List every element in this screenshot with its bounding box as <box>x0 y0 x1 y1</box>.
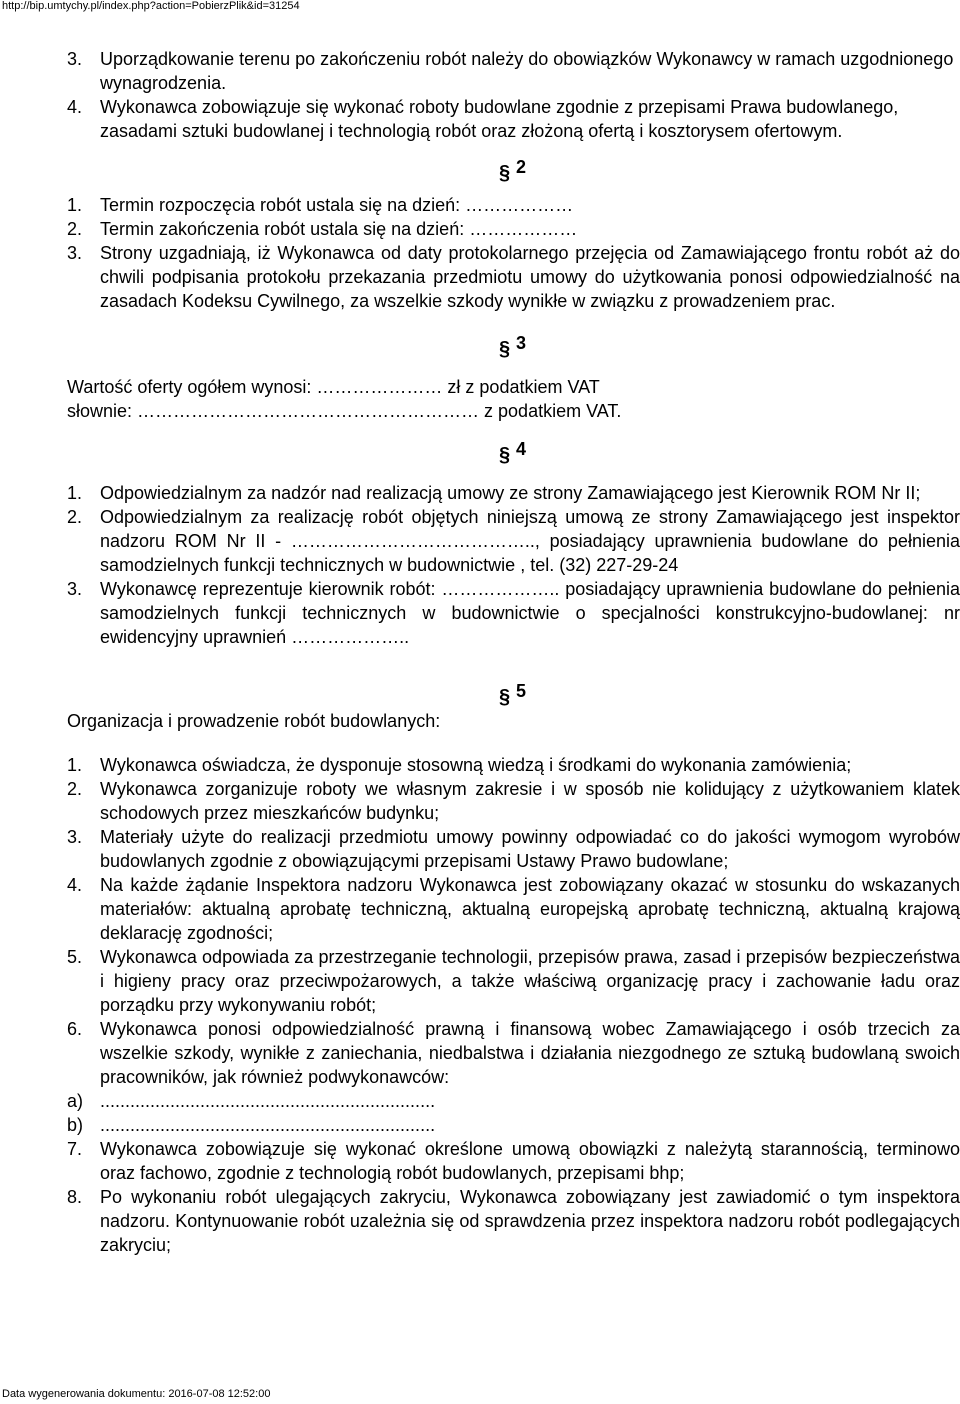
item-text: Materiały użyte do realizacji przedmiotu umowy powinny odpowiadać co do jakości wymogom wyrobów budowlanych zgodnie z obowiązującymi przepisami Ustawy Prawo budowlane; <box>100 827 960 871</box>
item-number: 5. <box>67 947 83 967</box>
section-heading <box>67 331 960 375</box>
item-number: 1. <box>67 755 83 775</box>
section-number: 4 <box>516 439 527 459</box>
section-title: Organizacja i prowadzenie robót budowlanych: <box>67 711 441 731</box>
item-number: 7. <box>67 1139 83 1159</box>
document-body <box>67 47 960 1257</box>
item-number: b) <box>67 1115 84 1135</box>
item-text: Odpowiedzialnym za nadzór nad realizacją umowy ze strony Zamawiającego jest Kierownik ROM Nr II; <box>100 483 921 503</box>
item-text: Termin rozpoczęcia robót ustala się na dzień: ……………… <box>100 195 574 215</box>
item-text: Uporządkowanie terenu po zakończeniu robót należy do obowiązków Wykonawcy w ramach uzgodnionego wynagrodzenia. <box>100 49 954 93</box>
item-number: 1. <box>67 195 83 215</box>
paragraph-symbol: § <box>499 686 511 708</box>
item-text: ................................................................... <box>100 1115 436 1135</box>
section-number: 2 <box>516 157 527 177</box>
paragraph-symbol: § <box>499 162 511 184</box>
item-number: a) <box>67 1091 84 1111</box>
generation-date: Data wygenerowania dokumentu: 2016-07-08 12:52:00 <box>2 1388 271 1400</box>
item-number: 4. <box>67 875 83 895</box>
item-text: Po wykonaniu robót ulegających zakryciu, Wykonawca zobowiązany jest zawiadomić o tym inspektora nadzoru. Kontynuowanie robót uzależnia się od sprawdzenia przez inspektora nadzoru robót podlegających zakryciu; <box>100 1187 960 1255</box>
item-number: 6. <box>67 1019 83 1039</box>
item-number: 3. <box>67 827 83 847</box>
source-url: http://bip.umtychy.pl/index.php?action=PobierzPlik&id=31254 <box>2 0 300 12</box>
list-item <box>67 945 960 1017</box>
list-item <box>67 1089 960 1113</box>
list-item <box>67 825 960 873</box>
list-item <box>67 1113 960 1137</box>
list-item <box>67 217 960 241</box>
section-number: 5 <box>516 681 527 701</box>
item-text: Wykonawcę reprezentuje kierownik robót: ……………….. posiadający uprawnienia budowlane do pełnienia samodzielnych funkcji technicznych w budownictwie o specjalności konstrukcyjno-budowlanej: nr ewidencyjny uprawnień ……………….. <box>100 579 960 647</box>
item-number: 8. <box>67 1187 83 1207</box>
item-text: Strony uzgadniają, iż Wykonawca od daty protokolarnego przejęcia od Zamawiającego frontu robót aż do chwili podpisania protokołu przekazania przedmiotu umowy do użytkowania ponosi odpowiedzialność na zasadach Kodeksu Cywilnego, za wszelkie szkody wynikłe w związku z prowadzeniem prac. <box>100 243 960 311</box>
item-text: Na każde żądanie Inspektora nadzoru Wykonawca jest zobowiązany okazać w stosunku do wskazanych materiałów: aktualną aprobatę techniczną, aktualną europejską aprobatę techniczną, aktualną krajową deklarację zgodności; <box>100 875 960 943</box>
item-number: 3. <box>67 49 83 69</box>
item-text: Odpowiedzialnym za realizację robót objętych niniejszą umową ze strony Zamawiającego jest inspektor nadzoru ROM Nr II - ………………………………….., posiadający uprawnienia budowlane do pełnienia samodzielnych funkcji technicznych w budownictwie , tel. (32) 227-29-24 <box>100 507 960 575</box>
offer-value-line: Wartość oferty ogółem wynosi: ………………… zł z podatkiem VAT <box>67 377 600 397</box>
list-item <box>67 95 960 143</box>
item-number: 3. <box>67 579 83 599</box>
paragraph-symbol: § <box>499 444 511 466</box>
item-number: 1. <box>67 483 83 503</box>
list-item <box>67 1017 960 1089</box>
offer-words-line: słownie: ………………………………………………… z podatkiem VAT. <box>67 401 622 421</box>
list-item <box>67 777 960 825</box>
item-number: 4. <box>67 97 83 117</box>
section-number: 3 <box>516 333 527 353</box>
list-item <box>67 47 960 95</box>
item-text: Wykonawca ponosi odpowiedzialność prawną i finansową wobec Zamawiającego i osób trzecich za wszelkie szkody, wynikłe z zaniechania, niedbalstwa i działania niezgodnego ze sztuką budowlaną swoich pracowników, jak również podwykonawców: <box>100 1019 960 1087</box>
list-item <box>67 873 960 945</box>
item-number: 3. <box>67 243 83 263</box>
section-heading <box>67 155 960 193</box>
item-number: 2. <box>67 507 83 527</box>
section-heading <box>67 679 960 709</box>
item-number: 2. <box>67 779 83 799</box>
list-item <box>67 193 960 217</box>
item-text: Wykonawca zobowiązuje się wykonać roboty budowlane zgodnie z przepisami Prawa budowlanego, zasadami sztuki budowlanej i technologią robót oraz złożoną ofertą i kosztorysem ofertowym. <box>100 97 899 141</box>
item-text: Wykonawca odpowiada za przestrzeganie technologii, przepisów prawa, zasad i przepisów bezpieczeństwa i higieny pracy oraz przeciwpożarowych, a także właściwą organizację pracy i zachowanie ładu oraz porządku przy wykonywaniu robót; <box>100 947 960 1015</box>
item-text: Wykonawca oświadcza, że dysponuje stosowną wiedzą i środkami do wykonania zamówienia; <box>100 755 852 775</box>
list-item <box>67 505 960 577</box>
item-number: 2. <box>67 219 83 239</box>
item-text: Wykonawca zorganizuje roboty we własnym zakresie i w sposób nie kolidujący z użytkowaniem klatek schodowych przez mieszkańców budynku; <box>100 779 960 823</box>
list-item <box>67 481 960 505</box>
section-heading <box>67 437 960 481</box>
item-text: Termin zakończenia robót ustala się na dzień: ……………… <box>100 219 578 239</box>
item-text: ................................................................... <box>100 1091 436 1111</box>
list-item <box>67 753 960 777</box>
item-text: Wykonawca zobowiązuje się wykonać określone umową obowiązki z należytą starannością, terminowo oraz fachowo, zgodnie z technologią robót budowlanych, przepisami bhp; <box>100 1139 960 1183</box>
list-item <box>67 1185 960 1257</box>
list-item <box>67 577 960 649</box>
list-item <box>67 241 960 313</box>
list-item <box>67 1137 960 1185</box>
paragraph-symbol: § <box>499 338 511 360</box>
